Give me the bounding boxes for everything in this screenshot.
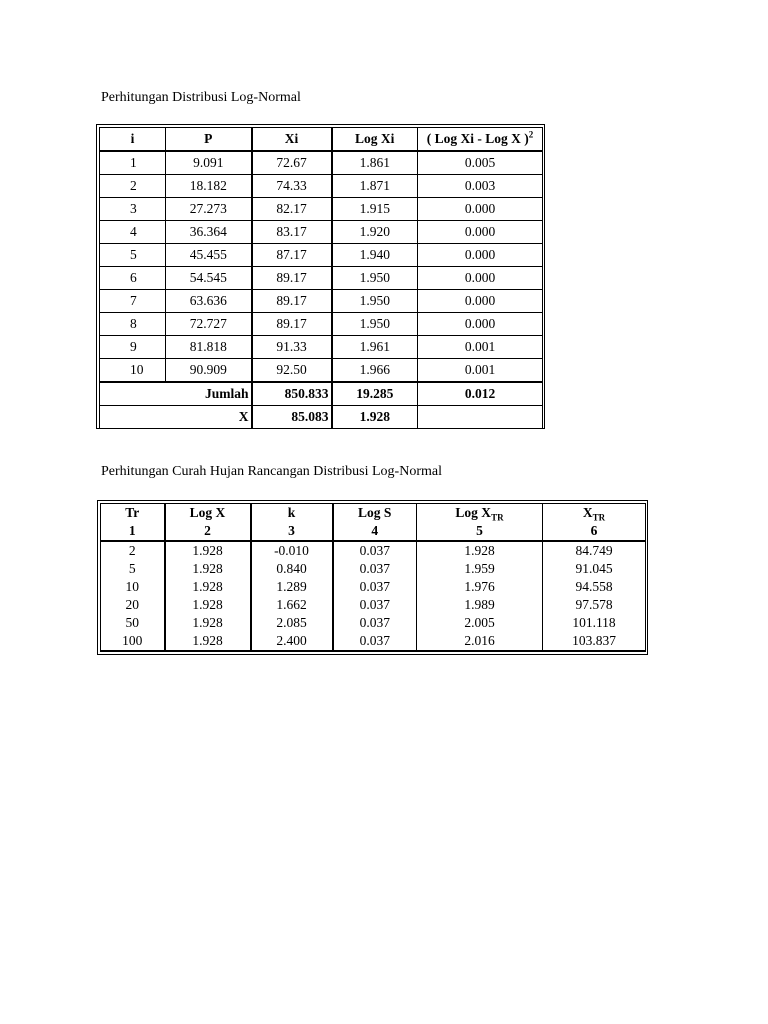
cell-log-x: 1.928	[165, 560, 251, 578]
header-tr: Tr	[101, 504, 165, 523]
cell-log-xi: 1.920	[332, 221, 418, 244]
cell-xtr: 94.558	[543, 578, 646, 596]
header-log-x: Log X	[165, 504, 251, 523]
column-number: 4	[333, 522, 417, 541]
cell-xi: 92.50	[252, 359, 332, 383]
cell-xtr: 101.118	[543, 614, 646, 632]
cell-deviation: 0.000	[418, 244, 543, 267]
cell-log-xi: 1.950	[332, 313, 418, 336]
mean-row	[100, 406, 543, 429]
table2-header-row	[101, 504, 646, 523]
cell-xi: 89.17	[252, 267, 332, 290]
cell-xtr: 97.578	[543, 596, 646, 614]
cell-k: 1.662	[251, 596, 333, 614]
design-rainfall-table	[100, 503, 646, 652]
table1-caption: Perhitungan Distribusi Log-Normal	[101, 90, 301, 105]
column-number: 2	[165, 522, 251, 541]
cell-deviation: 0.005	[418, 151, 543, 175]
jumlah-deviation: 0.012	[418, 382, 543, 406]
table-row	[100, 290, 543, 313]
table-row	[100, 336, 543, 359]
cell-log-x: 1.928	[165, 596, 251, 614]
table-row	[100, 221, 543, 244]
cell-deviation: 0.001	[418, 359, 543, 383]
cell-p: 90.909	[166, 359, 252, 383]
jumlah-log-xi: 19.285	[332, 382, 418, 406]
cell-tr: 100	[101, 632, 165, 651]
jumlah-label: Jumlah	[100, 382, 252, 406]
mean-label: X	[100, 406, 252, 429]
cell-xi: 82.17	[252, 198, 332, 221]
table-row	[100, 175, 543, 198]
mean-xi: 85.083	[252, 406, 332, 429]
cell-log-x: 1.928	[165, 541, 251, 560]
table-row	[100, 267, 543, 290]
cell-deviation: 0.003	[418, 175, 543, 198]
cell-i: 1	[100, 151, 166, 175]
header-log-xi: Log Xi	[332, 128, 418, 152]
cell-xi: 74.33	[252, 175, 332, 198]
cell-i: 9	[100, 336, 166, 359]
cell-log-s: 0.037	[333, 541, 417, 560]
cell-i: 2	[100, 175, 166, 198]
cell-log-xtr: 1.928	[417, 541, 543, 560]
cell-log-s: 0.037	[333, 560, 417, 578]
table-row	[100, 151, 543, 175]
cell-xi: 89.17	[252, 290, 332, 313]
log-normal-distribution-table	[99, 127, 543, 429]
header-k: k	[251, 504, 333, 523]
cell-log-s: 0.037	[333, 632, 417, 651]
header-p: P	[166, 128, 252, 152]
cell-tr: 20	[101, 596, 165, 614]
cell-p: 45.455	[166, 244, 252, 267]
cell-xi: 72.67	[252, 151, 332, 175]
column-number: 1	[101, 522, 165, 541]
table-row	[101, 560, 646, 578]
cell-k: -0.010	[251, 541, 333, 560]
column-number: 5	[417, 522, 543, 541]
cell-p: 72.727	[166, 313, 252, 336]
cell-p: 27.273	[166, 198, 252, 221]
cell-log-s: 0.037	[333, 614, 417, 632]
cell-tr: 5	[101, 560, 165, 578]
cell-xtr: 84.749	[543, 541, 646, 560]
cell-log-xi: 1.961	[332, 336, 418, 359]
cell-tr: 2	[101, 541, 165, 560]
cell-log-xtr: 2.016	[417, 632, 543, 651]
cell-log-s: 0.037	[333, 578, 417, 596]
cell-xtr: 103.837	[543, 632, 646, 651]
column-number: 3	[251, 522, 333, 541]
cell-log-xi: 1.915	[332, 198, 418, 221]
mean-log-xi: 1.928	[332, 406, 418, 429]
cell-xtr: 91.045	[543, 560, 646, 578]
cell-p: 9.091	[166, 151, 252, 175]
cell-deviation: 0.000	[418, 267, 543, 290]
column-number: 6	[543, 522, 646, 541]
cell-log-xi: 1.950	[332, 267, 418, 290]
cell-log-xi: 1.871	[332, 175, 418, 198]
table-row	[100, 244, 543, 267]
header-deviation-squared: ( Log Xi - Log X )$^2$	[418, 128, 543, 152]
cell-k: 2.400	[251, 632, 333, 651]
header-log-s: Log S	[333, 504, 417, 523]
cell-i: 4	[100, 221, 166, 244]
table-row	[101, 541, 646, 560]
table-row	[101, 578, 646, 596]
jumlah-row	[100, 382, 543, 406]
cell-log-x: 1.928	[165, 632, 251, 651]
cell-deviation: 0.000	[418, 221, 543, 244]
cell-k: 1.289	[251, 578, 333, 596]
cell-i: 10	[100, 359, 166, 383]
table-row	[100, 359, 543, 383]
cell-p: 63.636	[166, 290, 252, 313]
header-xtr: $X_{TR}$	[543, 504, 646, 523]
cell-log-xi: 1.966	[332, 359, 418, 383]
cell-log-x: 1.928	[165, 578, 251, 596]
table-row	[101, 596, 646, 614]
cell-p: 54.545	[166, 267, 252, 290]
table1-header-row	[100, 128, 543, 152]
jumlah-xi: 850.833	[252, 382, 332, 406]
cell-i: 8	[100, 313, 166, 336]
cell-xi: 87.17	[252, 244, 332, 267]
cell-p: 81.818	[166, 336, 252, 359]
mean-deviation	[418, 406, 543, 429]
cell-deviation: 0.000	[418, 198, 543, 221]
cell-log-xi: 1.940	[332, 244, 418, 267]
header-xi: Xi	[252, 128, 332, 152]
cell-log-xi: 1.861	[332, 151, 418, 175]
cell-deviation: 0.001	[418, 336, 543, 359]
cell-deviation: 0.000	[418, 313, 543, 336]
cell-i: 7	[100, 290, 166, 313]
cell-k: 0.840	[251, 560, 333, 578]
cell-log-s: 0.037	[333, 596, 417, 614]
cell-k: 2.085	[251, 614, 333, 632]
cell-log-xi: 1.950	[332, 290, 418, 313]
cell-i: 5	[100, 244, 166, 267]
cell-deviation: 0.000	[418, 290, 543, 313]
cell-log-xtr: 1.959	[417, 560, 543, 578]
cell-log-xtr: 1.976	[417, 578, 543, 596]
cell-log-xtr: 1.989	[417, 596, 543, 614]
table2-column-number-row	[101, 522, 646, 541]
cell-tr: 10	[101, 578, 165, 596]
table-row	[100, 198, 543, 221]
cell-p: 18.182	[166, 175, 252, 198]
table-row	[101, 614, 646, 632]
header-i: i	[100, 128, 166, 152]
cell-log-xtr: 2.005	[417, 614, 543, 632]
cell-log-x: 1.928	[165, 614, 251, 632]
table2-caption: Perhitungan Curah Hujan Rancangan Distribusi Log-Normal	[101, 464, 442, 479]
cell-xi: 91.33	[252, 336, 332, 359]
cell-p: 36.364	[166, 221, 252, 244]
cell-xi: 83.17	[252, 221, 332, 244]
cell-tr: 50	[101, 614, 165, 632]
table-row	[101, 632, 646, 651]
cell-xi: 89.17	[252, 313, 332, 336]
cell-i: 6	[100, 267, 166, 290]
table-row	[100, 313, 543, 336]
header-log-xtr: Log $X_{TR}$	[417, 504, 543, 523]
cell-i: 3	[100, 198, 166, 221]
